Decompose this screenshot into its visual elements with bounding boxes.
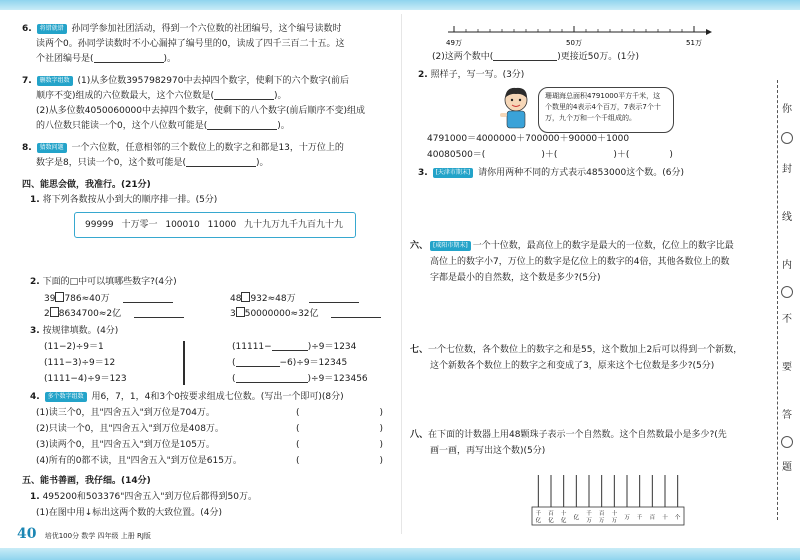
fill-equation: 40080500＝( )＋( )＋( )	[427, 150, 673, 160]
question-4-3: 3. 按规律填数。(4分)	[30, 326, 119, 336]
answer-blank[interactable]	[493, 60, 557, 61]
question-5-1-sub2: (2)这两个数中( )更接近50万。(1分)	[432, 52, 639, 62]
page-number: 40	[17, 526, 37, 542]
page-footer	[17, 526, 151, 542]
section-6: 六、 [咸阳市期末] 一个十位数，最高位上的数字是最大的一位数，亿位上的数字比最	[410, 241, 734, 251]
pattern-right-1: (11111− )÷9＝1234	[232, 342, 357, 352]
pattern-left-3: (1111−4)÷9＝123	[44, 374, 127, 384]
tick-label-50: 50万	[566, 39, 582, 47]
section-8-line2: 画一画，再写出这个数)(5分)	[430, 446, 546, 456]
place-label: 千万	[586, 511, 592, 524]
section-4-title: 四、能思会做，我准行。(21分)	[22, 180, 151, 190]
number-line-ticks	[454, 26, 694, 32]
place-label: 亿	[573, 515, 580, 521]
answer-blank[interactable]	[272, 350, 308, 351]
question-4-4: 4. 多个数字组数 用6，7，1，4和3个0按要求组成七位数。(写出一个即可)(8分)	[30, 392, 344, 402]
answer-paren[interactable]: ( )	[296, 440, 384, 450]
page-column-divider	[401, 14, 402, 534]
place-label: 千	[636, 515, 643, 521]
pattern-right-3: ( )÷9＝123456	[232, 374, 368, 384]
binding-char: 内	[780, 256, 794, 271]
answer-blank[interactable]	[134, 317, 184, 318]
speech-bubble: 珊瑚海总面积4791000平方千米，这个数里的4表示4个百万，7表示7个十万，九个万和一个千组成的。	[538, 87, 674, 133]
cartoon-student-icon	[496, 84, 536, 130]
pattern-left-1: (11−2)÷9＝1	[44, 342, 104, 352]
binding-char: 你	[780, 100, 794, 115]
answer-blank[interactable]	[309, 302, 359, 303]
question-5-2: 2. 照样子，写一写。(3分)	[418, 70, 525, 80]
question-8: 8. 猜数问题 一个六位数，任意相邻的三个数位上的数字之和都是13，十万位上的	[22, 143, 344, 153]
binding-char: 要	[780, 358, 794, 373]
answer-blank[interactable]	[94, 62, 164, 63]
question-6-line2: 读两个0。孙同学读数时不小心漏掉了编号里的0，读成了四千三百二十五。这	[36, 39, 345, 49]
binding-hole-icon	[781, 286, 793, 298]
answer-paren[interactable]: ( )	[296, 456, 384, 466]
number-line-arrow	[706, 29, 712, 35]
answer-blank[interactable]	[207, 129, 277, 130]
question-4-4-sub1: (1)读三个0，且"四舍五入"到万位是704万。	[36, 408, 215, 418]
place-label: 百亿	[548, 511, 554, 524]
place-label: 万	[624, 515, 630, 521]
question-5-1-sub1: (1)在图中用↓标出这两个数的大致位置。(4分)	[36, 508, 223, 518]
place-label: 十万	[611, 511, 618, 524]
counting-frame-base	[532, 507, 684, 525]
fill-box-item: 39 786≈40万	[44, 292, 173, 306]
binding-char: 答	[780, 406, 794, 421]
fill-box-item: 3 50000000≈32亿	[230, 307, 381, 321]
number-order-box	[74, 212, 356, 238]
binding-hole-icon	[781, 436, 793, 448]
question-7-line3: (2)从多位数4050060000中去掉四个数字，使剩下的八个数字(前后顺序不变)组成	[36, 106, 366, 116]
answer-paren[interactable]: ( )	[296, 408, 384, 418]
question-6: 6. 将错就错 孙同学参加社团活动，得到一个六位数的社团编号，这个编号读数时	[22, 24, 342, 34]
binding-char: 不	[780, 310, 794, 325]
binding-char: 线	[780, 208, 794, 223]
answer-blank[interactable]	[236, 366, 280, 367]
bottom-wave-border	[0, 548, 800, 560]
section-6-line3: 字都是最小的自然数，这个数是多少?(5分)	[430, 273, 601, 283]
column-divider	[183, 341, 185, 385]
question-8-line2: 数字是8，只读一个0，这个数可能是( )。	[36, 158, 269, 168]
digit-box[interactable]	[50, 307, 59, 317]
binding-margin	[770, 10, 800, 548]
section-8: 八、在下面的计数器上用48颗珠子表示一个自然数。这个自然数最小是多少?(先	[410, 430, 727, 440]
pattern-left-2: (111−3)÷9＝12	[44, 358, 116, 368]
binding-hole-icon	[781, 132, 793, 144]
pattern-right-2: ( −6)÷9＝12345	[232, 358, 348, 368]
question-tag: [天津市期末]	[433, 168, 474, 178]
question-tag: [咸阳市期末]	[430, 241, 471, 251]
question-7: 7. 删数字组数 (1)从多位数3957982970中去掉四个数字，使剩下的六个数字(前后	[22, 76, 349, 86]
section-7: 七、一个七位数，各个数位上的数字之和是55，这个数加上2后可以得到一个新数，	[410, 345, 743, 355]
question-7-line2: 顺序不变)组成的六位数最大，这个六位数是( )。	[36, 91, 287, 101]
number-list: 99999 十万零一 100010 11000 九十九万九千九百九十九	[85, 220, 344, 230]
place-label: 百万	[598, 511, 605, 524]
question-tag: 多个数字组数	[45, 392, 87, 402]
number-line[interactable]	[440, 14, 720, 50]
place-label: 十	[662, 515, 668, 521]
counting-frame[interactable]	[530, 473, 690, 527]
tick-label-49: 49万	[446, 39, 462, 47]
answer-paren[interactable]: ( )	[296, 424, 384, 434]
footer-book-info: 培优100分 数学 四年级 上册 RJ版	[44, 532, 151, 540]
answer-blank[interactable]	[186, 166, 256, 167]
binding-dash-line	[777, 80, 778, 520]
answer-blank[interactable]	[236, 382, 308, 383]
question-4-4-sub3: (3)读两个0，且"四舍五入"到万位是105万。	[36, 440, 215, 450]
digit-box[interactable]	[236, 307, 245, 317]
question-tag: 删数字组数	[37, 76, 73, 86]
question-4-4-sub2: (2)只读一个0，且"四舍五入"到万位是408万。	[36, 424, 224, 434]
example-equation: 4791000＝4000000＋700000＋90000＋1000	[427, 134, 630, 144]
question-4-2: 2. 下面的□中可以填哪些数字?(4分)	[30, 277, 177, 287]
fill-box-item: 48 932≈48万	[230, 292, 359, 306]
answer-blank[interactable]	[331, 317, 381, 318]
question-4-1: 1. 将下列各数按从小到大的顺序排一排。(5分)	[30, 195, 218, 205]
place-label: 十亿	[560, 511, 567, 524]
section-5-title: 五、能书善画，我仔细。(14分)	[22, 476, 151, 486]
fill-box-item: 2 8634700≈2亿	[44, 307, 184, 321]
question-5-3: 3. [天津市期末] 请你用两种不同的方式表示4853000这个数。(6分)	[418, 168, 684, 178]
question-4-4-sub4: (4)所有的0都不读，且"四舍五入"到万位是615万。	[36, 456, 242, 466]
answer-blank[interactable]	[123, 302, 173, 303]
binding-char: 封	[780, 160, 794, 175]
question-tag: 将错就错	[37, 24, 67, 34]
question-6-line3: 个社团编号是( )。	[36, 54, 177, 64]
place-label: 百	[649, 515, 656, 521]
question-tag: 猜数问题	[37, 143, 67, 153]
section-6-line2: 高位上的数字小7，万位上的数字是亿位上的数字的4倍，其他各数位上的数	[430, 257, 730, 267]
tick-label-51: 51万	[686, 39, 702, 47]
binding-char: 题	[780, 458, 794, 473]
answer-blank[interactable]	[214, 99, 274, 100]
top-wave-border	[0, 0, 800, 10]
place-label: 个	[674, 515, 681, 521]
question-7-line4: 的八位数只能读一个0，这个八位数可能是( )。	[36, 121, 290, 131]
section-7-line2: 这个新数各个数位上的数字之和变成了3，原来这个七位数是多少?(5分)	[430, 361, 715, 371]
place-label: 千亿	[535, 511, 542, 524]
question-5-1: 1. 495200和503376"四舍五入"到万位后都得到50万。	[30, 492, 258, 502]
